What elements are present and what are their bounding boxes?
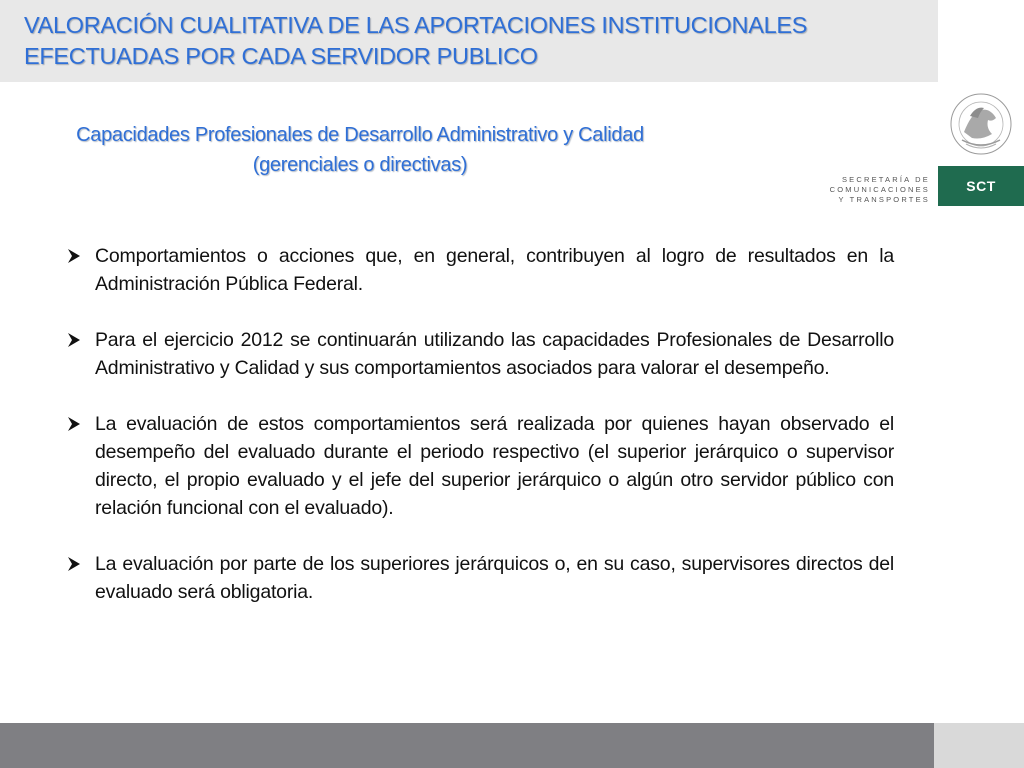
list-item bbox=[66, 242, 894, 298]
arrow-bullet-icon bbox=[66, 326, 84, 354]
list-item bbox=[66, 326, 894, 382]
arrow-bullet-icon bbox=[66, 410, 84, 438]
footer-bar bbox=[0, 723, 934, 768]
ministry-line-2: COMUNICACIONES bbox=[829, 185, 930, 194]
list-item bbox=[66, 550, 894, 606]
page-title bbox=[24, 10, 924, 72]
ministry-line-3: Y TRANSPORTES bbox=[838, 195, 930, 204]
mexican-coat-of-arms-icon bbox=[942, 88, 1020, 160]
logo-panel bbox=[938, 0, 1024, 82]
arrow-bullet-icon bbox=[66, 550, 84, 578]
subtitle-line-1: Capacidades Profesionales de Desarrollo Administrativo y Calidad bbox=[76, 124, 644, 146]
bullet-text: Para el ejercicio 2012 se continuarán utilizando las capacidades Profesionales de Desarrollo Administrativo y Calidad y sus comportamientos asociados para valorar el desempeño. bbox=[95, 329, 894, 379]
section-subtitle bbox=[30, 120, 690, 180]
ministry-name bbox=[808, 175, 930, 205]
subtitle-line-2: (gerenciales o directivas) bbox=[252, 154, 468, 176]
ministry-line-1: SECRETARÍA DE bbox=[841, 175, 930, 184]
page-title-line-1: VALORACIÓN CUALITATIVA DE LAS APORTACIONES INSTITUCIONALES bbox=[24, 12, 808, 38]
footer-side-panel bbox=[934, 723, 1024, 768]
bullet-text: La evaluación de estos comportamientos será realizada por quienes hayan observado el desempeño del evaluado durante el periodo respectivo (el superior jerárquico o supervisor directo, el propio evaluado y el jefe del superior jerárquico o algún otro servidor público con relación funcional con el evaluado). bbox=[95, 413, 894, 519]
bullet-text: Comportamientos o acciones que, en general, contribuyen al logro de resultados en la Administración Pública Federal. bbox=[95, 245, 894, 295]
sct-logo: SCT bbox=[938, 166, 1024, 206]
list-item bbox=[66, 410, 894, 522]
arrow-bullet-icon bbox=[66, 242, 84, 270]
page-title-line-2: EFECTUADAS POR CADA SERVIDOR PUBLICO bbox=[24, 43, 538, 69]
bullet-list bbox=[66, 242, 894, 634]
bullet-text: La evaluación por parte de los superiores jerárquicos o, en su caso, supervisores directos del evaluado será obligatoria. bbox=[95, 553, 894, 603]
